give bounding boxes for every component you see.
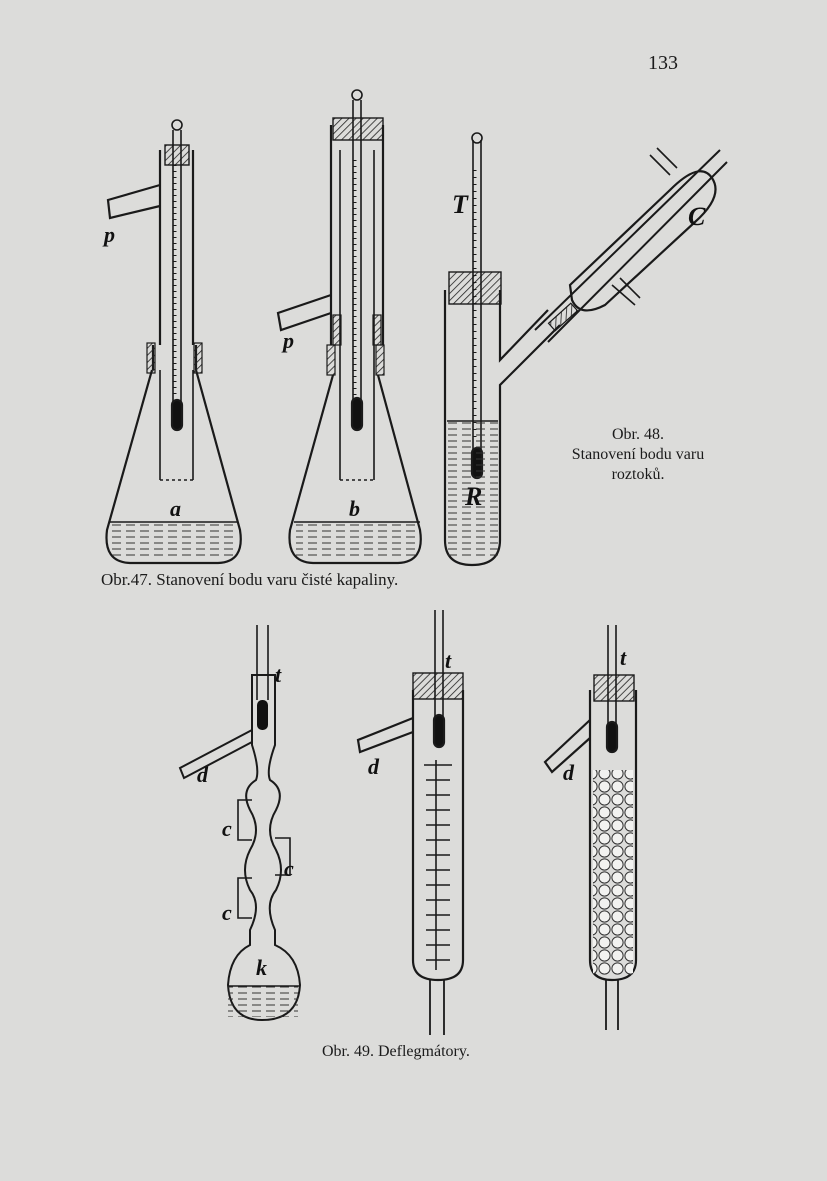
label-C: C (688, 202, 706, 231)
label-t-right: t (620, 645, 627, 670)
figure-48-caption-line1: Obr. 48. (612, 426, 664, 443)
label-p-b: p (283, 328, 294, 353)
label-c-3: c (222, 900, 232, 925)
label-d-middle: d (368, 754, 379, 779)
deflegmator-beads (545, 625, 636, 1030)
deflegmator-balls (180, 625, 300, 1020)
label-c-2: c (284, 856, 294, 881)
label-t-left: t (275, 662, 282, 687)
label-R: R (465, 482, 483, 511)
figure-49-caption: Obr. 49. Deflegmátory. (322, 1043, 470, 1060)
label-p-a: p (104, 222, 115, 247)
label-T: T (452, 190, 468, 219)
page-number: 133 (648, 52, 678, 74)
figure-48-caption-line3: roztoků. (611, 466, 665, 483)
flask-b (278, 90, 421, 563)
label-t-middle: t (445, 648, 452, 673)
label-d-left: d (197, 762, 208, 787)
figure-48-caption (548, 425, 728, 485)
figure-48-caption-line2: Stanovení bodu varu (571, 446, 705, 463)
label-c-1: c (222, 816, 232, 841)
label-d-right: d (563, 760, 574, 785)
label-a: a (170, 496, 181, 521)
tube-48 (445, 133, 727, 565)
label-k: k (256, 955, 267, 980)
label-b: b (349, 496, 360, 521)
figure-47-caption: Obr.47. Stanovení bodu varu čisté kapaliny. (101, 570, 399, 589)
